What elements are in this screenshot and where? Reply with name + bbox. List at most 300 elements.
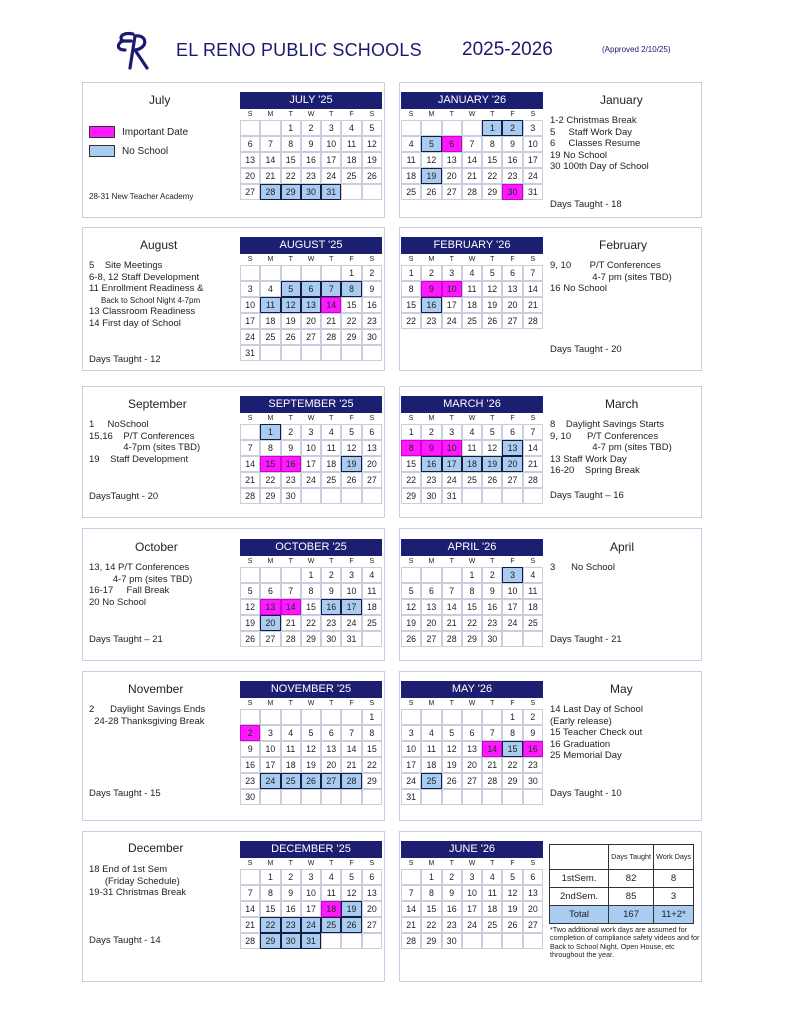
day-cell: 2 <box>421 424 441 440</box>
day-cell: 5 <box>421 136 441 152</box>
day-cell: 22 <box>260 917 280 933</box>
weekday-label: T <box>329 111 334 118</box>
day-cell: 16 <box>240 757 260 773</box>
day-cell: 1 <box>401 265 421 281</box>
day-cell: 25 <box>462 313 482 329</box>
day-cell: 12 <box>341 440 361 456</box>
day-cell: 8 <box>401 440 421 456</box>
day-cell: 14 <box>240 901 260 917</box>
july-note: 28-31 New Teacher Academy <box>89 192 194 201</box>
day-cell: 28 <box>442 631 462 647</box>
stats-row-work: 8 <box>654 870 694 888</box>
day-cell: 15 <box>260 901 280 917</box>
calendar-header: JANUARY '26 <box>401 92 543 109</box>
day-cell: 14 <box>482 741 502 757</box>
empty-cell <box>240 424 260 440</box>
day-cell: 10 <box>502 583 522 599</box>
day-cell: 3 <box>442 424 462 440</box>
day-cell: 18 <box>341 152 361 168</box>
weekday-label: M <box>267 111 274 118</box>
day-cell: 5 <box>442 725 462 741</box>
notes-april <box>550 562 615 574</box>
day-cell: 1 <box>462 567 482 583</box>
day-cell: 17 <box>462 901 482 917</box>
weekday-label: T <box>490 111 495 118</box>
day-cell: 5 <box>281 281 301 297</box>
stats-col-work: Work Days <box>654 845 694 870</box>
day-cell: 29 <box>462 631 482 647</box>
day-cell: 11 <box>260 297 280 313</box>
stats-corner <box>550 845 609 870</box>
notes-march <box>550 419 672 477</box>
day-cell: 28 <box>523 313 543 329</box>
day-cell: 11 <box>341 136 361 152</box>
stats-row-label: 2ndSem. <box>550 888 609 906</box>
day-cell: 5 <box>502 869 522 885</box>
day-cell: 4 <box>341 120 361 136</box>
empty-cell <box>482 789 502 805</box>
day-cell: 21 <box>482 757 502 773</box>
empty-cell <box>462 933 482 949</box>
day-cell: 3 <box>240 281 260 297</box>
day-cell: 4 <box>482 869 502 885</box>
weekday-label: S <box>530 256 536 263</box>
day-cell: 21 <box>462 168 482 184</box>
day-cell: 12 <box>502 885 522 901</box>
day-cell: 15 <box>281 152 301 168</box>
weekday-label: S <box>408 256 414 263</box>
weekday-label: W <box>307 415 315 422</box>
day-cell: 26 <box>301 773 321 789</box>
day-cell: 1 <box>301 567 321 583</box>
day-cell: 25 <box>281 773 301 789</box>
empty-cell <box>240 709 260 725</box>
weekday-label: M <box>428 860 435 867</box>
day-cell: 18 <box>462 297 482 313</box>
notes-february <box>550 260 672 295</box>
day-cell: 19 <box>301 757 321 773</box>
day-cell: 20 <box>301 313 321 329</box>
note-line: 4-7 pm (sites TBD) <box>550 442 672 453</box>
calendar-october <box>240 539 382 647</box>
day-cell: 21 <box>260 168 280 184</box>
day-cell: 27 <box>362 472 382 488</box>
note-line: 20 No School <box>89 596 147 608</box>
day-cell: 8 <box>502 725 522 741</box>
day-cell: 27 <box>260 631 280 647</box>
day-cell: 22 <box>482 168 502 184</box>
day-cell: 18 <box>260 313 280 329</box>
empty-cell <box>240 869 260 885</box>
day-cell: 23 <box>362 313 382 329</box>
district-logo <box>113 28 155 72</box>
day-cell: 28 <box>341 773 361 789</box>
day-cell: 20 <box>362 456 382 472</box>
weekday-label: S <box>408 415 414 422</box>
day-cell: 16 <box>442 901 462 917</box>
day-cell: 22 <box>401 472 421 488</box>
day-cell: 23 <box>301 168 321 184</box>
note-line: 9, 10 P/T Conferences <box>550 260 661 271</box>
empty-cell <box>301 709 321 725</box>
day-cell: 1 <box>260 869 280 885</box>
day-grid <box>240 120 382 200</box>
important-swatch <box>89 126 115 138</box>
day-cell: 20 <box>321 757 341 773</box>
empty-cell <box>362 789 382 805</box>
day-cell: 24 <box>321 168 341 184</box>
note-line: 14 First day of School <box>89 317 181 329</box>
calendar-january <box>401 92 543 200</box>
day-cell: 6 <box>321 725 341 741</box>
note-line: 4-7pm (sites TBD) <box>89 442 201 453</box>
day-cell: 4 <box>260 281 280 297</box>
day-cell: 29 <box>341 329 361 345</box>
note-line: 25 Memorial Day <box>550 750 622 761</box>
day-cell: 10 <box>462 885 482 901</box>
empty-cell <box>523 789 543 805</box>
calendar-september <box>240 396 382 504</box>
day-cell: 28 <box>240 488 260 504</box>
weekday-row <box>240 556 382 567</box>
day-cell: 9 <box>442 885 462 901</box>
day-cell: 15 <box>482 152 502 168</box>
empty-cell <box>341 345 361 361</box>
day-cell: 29 <box>362 773 382 789</box>
notes-september <box>89 419 200 465</box>
day-cell: 26 <box>362 168 382 184</box>
weekday-label: T <box>449 415 454 422</box>
day-cell: 10 <box>442 440 462 456</box>
day-cell: 26 <box>341 917 361 933</box>
note-line: 24-28 Thanksgiving Break <box>89 715 205 727</box>
note-line: 13 Staff Work Day <box>550 453 627 465</box>
weekday-label: F <box>510 256 515 263</box>
day-cell: 7 <box>240 440 260 456</box>
day-cell: 19 <box>341 456 361 472</box>
empty-cell <box>401 869 421 885</box>
day-cell: 30 <box>502 184 522 200</box>
weekday-label: F <box>349 700 354 707</box>
day-cell: 2 <box>281 869 301 885</box>
day-cell: 12 <box>341 885 361 901</box>
day-cell: 17 <box>442 297 462 313</box>
day-cell: 20 <box>421 615 441 631</box>
empty-cell <box>362 631 382 647</box>
day-cell: 23 <box>442 917 462 933</box>
weekday-label: T <box>490 256 495 263</box>
weekday-label: S <box>247 111 253 118</box>
empty-cell <box>301 265 321 281</box>
empty-cell <box>240 120 260 136</box>
day-cell: 1 <box>260 424 280 440</box>
empty-cell <box>502 488 522 504</box>
day-grid <box>401 567 543 647</box>
day-cell: 21 <box>281 615 301 631</box>
day-cell: 25 <box>341 168 361 184</box>
day-cell: 27 <box>321 773 341 789</box>
weekday-row <box>401 858 543 869</box>
empty-cell <box>523 631 543 647</box>
day-cell: 1 <box>401 424 421 440</box>
weekday-label: F <box>349 415 354 422</box>
day-cell: 6 <box>442 136 462 152</box>
day-cell: 5 <box>482 265 502 281</box>
day-cell: 1 <box>421 869 441 885</box>
day-cell: 23 <box>321 615 341 631</box>
day-cell: 2 <box>421 265 441 281</box>
day-cell: 15 <box>502 741 522 757</box>
weekday-label: W <box>468 111 476 118</box>
day-cell: 3 <box>523 120 543 136</box>
month-title-may: May <box>610 682 633 696</box>
day-cell: 24 <box>442 472 462 488</box>
day-cell: 7 <box>281 583 301 599</box>
day-cell: 17 <box>321 152 341 168</box>
day-cell: 30 <box>442 933 462 949</box>
note-line: 14 Last Day of School <box>550 704 643 715</box>
day-cell: 19 <box>401 615 421 631</box>
empty-cell <box>482 933 502 949</box>
legend-no-school-label: No School <box>122 145 169 157</box>
day-grid <box>401 424 543 504</box>
weekday-label: S <box>247 256 253 263</box>
month-title-april: April <box>610 540 635 554</box>
empty-cell <box>362 345 382 361</box>
day-cell: 17 <box>523 152 543 168</box>
weekday-label: M <box>428 700 435 707</box>
day-cell: 11 <box>281 741 301 757</box>
day-cell: 5 <box>362 120 382 136</box>
day-cell: 12 <box>362 136 382 152</box>
day-cell: 26 <box>281 329 301 345</box>
empty-cell <box>260 120 280 136</box>
day-cell: 25 <box>401 184 421 200</box>
day-cell: 16 <box>281 456 301 472</box>
day-cell: 23 <box>502 168 522 184</box>
weekday-label: T <box>449 700 454 707</box>
day-cell: 23 <box>421 313 441 329</box>
no-school-swatch <box>89 145 115 157</box>
empty-cell <box>442 709 462 725</box>
day-cell: 20 <box>442 168 462 184</box>
day-cell: 8 <box>421 885 441 901</box>
month-title-october: October <box>135 540 178 554</box>
note-line: 15 Teacher Check out <box>550 727 643 738</box>
empty-cell <box>281 265 301 281</box>
legend-important <box>89 126 188 138</box>
day-cell: 3 <box>502 567 522 583</box>
empty-cell <box>260 709 280 725</box>
day-cell: 15 <box>401 456 421 472</box>
empty-cell <box>301 789 321 805</box>
day-cell: 10 <box>301 885 321 901</box>
weekday-label: F <box>510 700 515 707</box>
legend-important-label: Important Date <box>122 126 189 138</box>
day-cell: 13 <box>362 885 382 901</box>
day-cell: 17 <box>260 757 280 773</box>
day-cell: 31 <box>401 789 421 805</box>
day-cell: 13 <box>260 599 280 615</box>
day-cell: 18 <box>523 599 543 615</box>
note-line: 9, 10 P/T Conferences <box>550 430 659 442</box>
day-cell: 22 <box>502 757 522 773</box>
stats-total-work: 11+2* <box>654 906 694 924</box>
weekday-label: W <box>307 860 315 867</box>
day-cell: 2 <box>321 567 341 583</box>
day-cell: 31 <box>341 631 361 647</box>
stats-row-total <box>550 906 694 924</box>
note-line: Back to School Night 4-7pm <box>101 295 201 305</box>
day-cell: 30 <box>321 631 341 647</box>
day-cell: 30 <box>240 789 260 805</box>
day-cell: 19 <box>442 757 462 773</box>
month-title-july: July <box>149 93 171 107</box>
month-title-january: January <box>600 93 643 107</box>
day-cell: 4 <box>362 567 382 583</box>
day-cell: 14 <box>442 599 462 615</box>
day-cell: 9 <box>362 281 382 297</box>
empty-cell <box>442 789 462 805</box>
day-cell: 21 <box>341 757 361 773</box>
day-cell: 12 <box>301 741 321 757</box>
day-cell: 24 <box>240 329 260 345</box>
day-cell: 4 <box>321 424 341 440</box>
empty-cell <box>240 567 260 583</box>
month-title-february: February <box>599 238 648 252</box>
calendar-june <box>401 841 543 949</box>
notes-november <box>89 704 205 727</box>
empty-cell <box>502 933 522 949</box>
school-year: 2025-2026 <box>462 39 553 60</box>
day-cell: 12 <box>482 440 502 456</box>
day-cell: 12 <box>421 152 441 168</box>
day-cell: 16 <box>362 297 382 313</box>
calendar-header: NOVEMBER '25 <box>240 681 382 698</box>
weekday-label: T <box>288 111 293 118</box>
note-line: 13 Classroom Readiness <box>89 306 196 317</box>
weekday-label: F <box>510 558 515 565</box>
weekday-label: W <box>307 558 315 565</box>
weekday-label: T <box>288 256 293 263</box>
day-cell: 14 <box>523 440 543 456</box>
day-cell: 22 <box>421 917 441 933</box>
day-cell: 13 <box>442 152 462 168</box>
day-cell: 13 <box>502 281 522 297</box>
day-cell: 12 <box>240 599 260 615</box>
day-cell: 3 <box>301 869 321 885</box>
day-cell: 11 <box>482 885 502 901</box>
day-cell: 2 <box>281 424 301 440</box>
day-cell: 11 <box>523 583 543 599</box>
empty-cell <box>321 933 341 949</box>
day-cell: 9 <box>421 281 441 297</box>
note-line: 18 End of 1st Sem <box>89 864 168 875</box>
month-title-december: December <box>128 841 184 855</box>
day-cell: 7 <box>523 265 543 281</box>
day-cell: 19 <box>421 168 441 184</box>
weekday-label: F <box>349 256 354 263</box>
day-cell: 30 <box>281 933 301 949</box>
day-cell: 2 <box>301 120 321 136</box>
day-cell: 25 <box>482 917 502 933</box>
day-cell: 11 <box>321 885 341 901</box>
month-title-september: September <box>128 397 187 411</box>
note-line: 3 No School <box>550 562 615 573</box>
calendar-november <box>240 681 382 805</box>
day-cell: 3 <box>301 424 321 440</box>
day-cell: 22 <box>341 313 361 329</box>
weekday-label: S <box>247 860 253 867</box>
day-cell: 1 <box>502 709 522 725</box>
weekday-label: F <box>510 111 515 118</box>
day-cell: 29 <box>401 488 421 504</box>
day-cell: 14 <box>281 599 301 615</box>
day-cell: 19 <box>362 152 382 168</box>
day-cell: 30 <box>421 488 441 504</box>
day-cell: 28 <box>482 773 502 789</box>
day-cell: 27 <box>240 184 260 200</box>
day-cell: 3 <box>260 725 280 741</box>
day-cell: 18 <box>462 456 482 472</box>
weekday-label: S <box>530 111 536 118</box>
day-cell: 1 <box>281 120 301 136</box>
weekday-label: S <box>369 415 375 422</box>
empty-cell <box>523 933 543 949</box>
day-cell: 27 <box>442 184 462 200</box>
day-cell: 11 <box>362 583 382 599</box>
day-cell: 13 <box>421 599 441 615</box>
empty-cell <box>321 265 341 281</box>
empty-cell <box>502 631 522 647</box>
day-cell: 11 <box>401 152 421 168</box>
day-cell: 25 <box>321 917 341 933</box>
day-cell: 13 <box>502 440 522 456</box>
day-cell: 25 <box>362 615 382 631</box>
day-cell: 31 <box>301 933 321 949</box>
weekday-label: T <box>329 700 334 707</box>
day-cell: 25 <box>523 615 543 631</box>
day-cell: 15 <box>341 297 361 313</box>
day-cell: 16 <box>421 456 441 472</box>
day-cell: 9 <box>523 725 543 741</box>
day-cell: 21 <box>442 615 462 631</box>
day-cell: 26 <box>482 472 502 488</box>
day-cell: 12 <box>281 297 301 313</box>
weekday-label: W <box>468 700 476 707</box>
day-cell: 30 <box>362 329 382 345</box>
day-cell: 29 <box>281 184 301 200</box>
day-cell: 15 <box>421 901 441 917</box>
day-cell: 1 <box>341 265 361 281</box>
day-cell: 5 <box>341 424 361 440</box>
day-cell: 31 <box>442 488 462 504</box>
day-cell: 22 <box>301 615 321 631</box>
day-grid <box>240 709 382 805</box>
weekday-label: M <box>267 700 274 707</box>
taught-september: DaysTaught - 20 <box>89 491 159 502</box>
day-cell: 6 <box>502 265 522 281</box>
empty-cell <box>281 789 301 805</box>
day-cell: 16 <box>482 599 502 615</box>
weekday-label: S <box>369 558 375 565</box>
weekday-label: S <box>408 700 414 707</box>
day-grid <box>240 567 382 647</box>
day-cell: 8 <box>260 885 280 901</box>
day-cell: 5 <box>401 583 421 599</box>
weekday-label: S <box>247 700 253 707</box>
weekday-label: F <box>349 558 354 565</box>
